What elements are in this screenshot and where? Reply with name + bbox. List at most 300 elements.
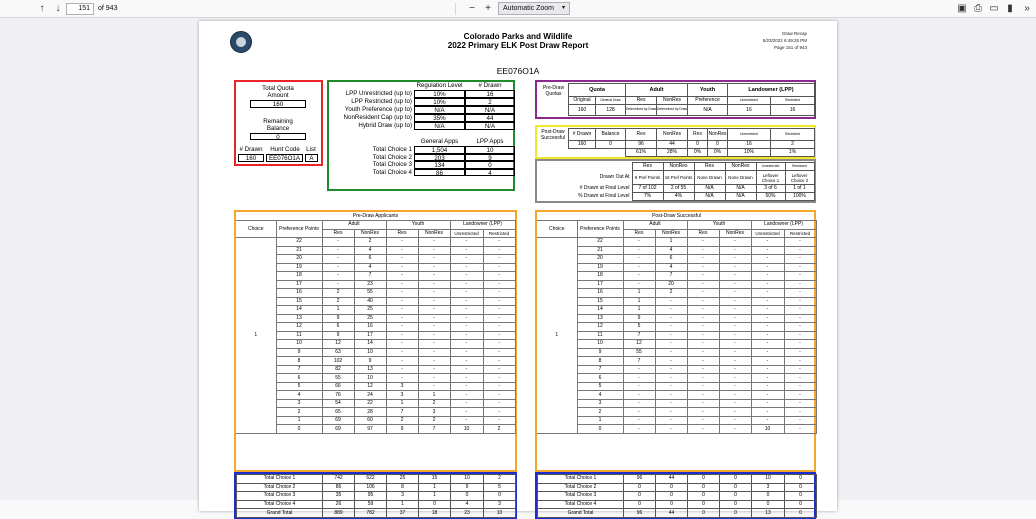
value-cell: -	[418, 323, 450, 332]
table-row	[537, 297, 816, 306]
totals-value: 0	[752, 492, 785, 501]
value-cell: -	[719, 365, 751, 374]
totals-label: Total Choice 1	[538, 475, 624, 484]
regulation-row-label: Hybrid Draw (up to)	[358, 122, 412, 129]
value-cell: -	[751, 391, 784, 400]
table-row	[236, 408, 515, 417]
pdf-toolbar	[0, 0, 1036, 18]
table-row	[537, 382, 816, 391]
totals-value: 742	[323, 475, 355, 484]
value-cell: -	[719, 399, 751, 408]
value-cell: -	[719, 340, 751, 349]
value-cell: 55	[623, 348, 655, 357]
youth-header: Youth	[386, 221, 450, 230]
value-cell: -	[655, 297, 687, 306]
value-cell: 4	[354, 246, 386, 255]
value-cell: -	[719, 408, 751, 417]
general-apps-header: General Apps	[420, 138, 459, 145]
value-cell: -	[483, 408, 515, 417]
value-cell: 1	[623, 297, 655, 306]
value-cell: -	[687, 323, 719, 332]
value-cell: -	[687, 374, 719, 383]
predraw-quota-value: Determined by Draw	[657, 105, 688, 116]
value-cell: 20	[655, 280, 687, 289]
totals-value: 5	[484, 483, 516, 492]
predraw-quota-subheader: Preference	[688, 97, 728, 105]
pre-totals-table	[236, 474, 516, 518]
value-cell: 2	[322, 289, 354, 298]
column-header: Unrestricted	[751, 229, 784, 238]
value-cell: -	[719, 331, 751, 340]
points-cell: 12	[577, 323, 623, 332]
value-cell: 12	[623, 340, 655, 349]
value-cell: -	[687, 425, 719, 434]
postdraw-percent: 61%	[626, 149, 657, 157]
value-cell: -	[655, 416, 687, 425]
value-cell: -	[418, 246, 450, 255]
value-cell: -	[418, 238, 450, 247]
post-totals-panel	[535, 472, 816, 519]
value-cell: 6	[354, 255, 386, 264]
pre-totals-panel	[234, 472, 517, 519]
column-header: NonRes	[418, 229, 450, 238]
postdraw-header: Res	[688, 129, 708, 141]
value-cell: -	[450, 374, 483, 383]
regulation-row-drawn: 2	[465, 98, 515, 106]
postdraw-header: Unrestricted	[728, 129, 771, 141]
postdraw-header: # Drawn	[569, 129, 596, 141]
landowner-header: Landowner (LPP)	[450, 221, 515, 230]
value-cell: -	[784, 314, 816, 323]
totals-value: 0	[720, 475, 752, 484]
choice-header: Choice	[236, 221, 276, 238]
value-cell: -	[483, 289, 515, 298]
value-cell: -	[483, 314, 515, 323]
table-row	[537, 289, 816, 298]
points-cell: 16	[276, 289, 322, 298]
value-cell: 9	[354, 357, 386, 366]
value-cell: -	[483, 416, 515, 425]
table-row	[236, 306, 515, 315]
value-cell: -	[450, 340, 483, 349]
drawn-out-value: Leftover Choice 2	[785, 171, 814, 185]
value-cell: -	[322, 280, 354, 289]
postdraw-percent: 0%	[688, 149, 708, 157]
value-cell: -	[687, 340, 719, 349]
value-cell: -	[687, 238, 719, 247]
value-cell: 25	[354, 306, 386, 315]
value-cell: -	[784, 238, 816, 247]
youth-header: Youth	[688, 84, 728, 97]
value-cell: -	[655, 348, 687, 357]
total-quota-label: Total Quota Amount	[262, 85, 294, 99]
totals-row	[237, 475, 516, 484]
column-header: NonRes	[655, 229, 687, 238]
value-cell: -	[751, 238, 784, 247]
value-cell: -	[483, 306, 515, 315]
points-header: Preference Points	[577, 221, 623, 238]
value-cell: -	[719, 314, 751, 323]
totals-label: Total Choice 2	[237, 483, 323, 492]
value-cell: -	[751, 340, 784, 349]
report-title: Colorado Parks and Wildlife	[463, 32, 573, 41]
points-cell: 3	[577, 399, 623, 408]
choice-row-label: Total Choice 1	[372, 146, 412, 153]
value-cell: -	[784, 391, 816, 400]
value-cell: 7	[354, 272, 386, 281]
predraw-quotas-box	[535, 80, 816, 119]
table-row	[236, 365, 515, 374]
value-cell: -	[784, 246, 816, 255]
column-header: Res	[322, 229, 354, 238]
value-cell: 55	[354, 289, 386, 298]
totals-value: 0	[688, 509, 720, 518]
postdraw-value: 0	[596, 141, 626, 149]
value-cell: 60	[354, 416, 386, 425]
list-label: List	[306, 146, 316, 153]
drawn-out-box	[535, 159, 816, 203]
choice-row-lpp: 4	[465, 169, 515, 177]
value-cell: -	[450, 382, 483, 391]
bookmark-icon[interactable]: ▮	[1007, 3, 1013, 14]
drawn-out-value: 4%	[663, 193, 694, 201]
table-row	[236, 246, 515, 255]
value-cell: 1	[386, 399, 418, 408]
empty-cell	[541, 163, 632, 171]
table-row	[537, 263, 816, 272]
value-cell: -	[751, 314, 784, 323]
postdraw-value: 0	[708, 141, 728, 149]
value-cell: 10	[450, 425, 483, 434]
value-cell: -	[655, 365, 687, 374]
value-cell: -	[751, 331, 784, 340]
points-cell: 8	[577, 357, 623, 366]
table-row	[236, 416, 515, 425]
minus-icon[interactable]: −	[469, 3, 475, 14]
totals-value: 622	[355, 475, 387, 484]
value-cell: -	[784, 280, 816, 289]
value-cell: -	[687, 391, 719, 400]
value-cell: 28	[354, 408, 386, 417]
drawn-out-value: Leftover Choice 1	[756, 171, 785, 185]
value-cell: -	[483, 399, 515, 408]
value-cell: -	[483, 348, 515, 357]
column-header: Res	[386, 229, 418, 238]
value-cell: 2	[483, 425, 515, 434]
points-cell: 7	[577, 365, 623, 374]
value-cell: 3	[418, 408, 450, 417]
more-tools-icon[interactable]: »	[1024, 3, 1030, 14]
points-cell: 22	[276, 238, 322, 247]
table-row	[236, 289, 515, 298]
postdraw-value: 2	[771, 141, 815, 149]
value-cell: -	[784, 365, 816, 374]
adult-header: Adult	[626, 84, 688, 97]
drawn-out-value: N/A	[694, 193, 725, 201]
print-icon[interactable]: ⎙	[974, 3, 982, 14]
table-row	[236, 391, 515, 400]
totals-row	[538, 500, 817, 509]
totals-value: 0	[785, 509, 817, 518]
value-cell: 1	[623, 306, 655, 315]
value-cell: -	[623, 408, 655, 417]
value-cell: 25	[354, 314, 386, 323]
postdraw-header: NonRes	[708, 129, 728, 141]
table-row	[537, 357, 816, 366]
value-cell: -	[386, 374, 418, 383]
open-folder-icon[interactable]: ▭	[989, 3, 999, 14]
value-cell: -	[623, 365, 655, 374]
present-icon[interactable]: ▣	[957, 3, 967, 14]
value-cell: -	[655, 374, 687, 383]
totals-row	[237, 500, 516, 509]
value-cell: 7	[386, 408, 418, 417]
totals-label: Total Choice 2	[538, 483, 624, 492]
totals-value: 59	[355, 500, 387, 509]
value-cell: -	[784, 306, 816, 315]
points-cell: 5	[577, 382, 623, 391]
drawn-label: # Drawn	[239, 146, 263, 153]
value-cell: -	[784, 255, 816, 264]
postdraw-value: 0	[688, 141, 708, 149]
table-row	[537, 314, 816, 323]
value-cell: -	[719, 263, 751, 272]
value-cell: -	[687, 306, 719, 315]
value-cell: 55	[322, 374, 354, 383]
landowner-header: Landowner (LPP)	[751, 221, 816, 230]
value-cell: -	[687, 263, 719, 272]
value-cell: 102	[322, 357, 354, 366]
zoom-select[interactable]	[498, 2, 570, 15]
table-row	[537, 238, 816, 247]
value-cell: 10	[354, 348, 386, 357]
value-cell: -	[623, 272, 655, 281]
table-row	[236, 255, 515, 264]
value-cell: -	[687, 289, 719, 298]
value-cell: -	[751, 255, 784, 264]
value-cell: -	[483, 357, 515, 366]
table-row	[537, 391, 816, 400]
points-cell: 18	[276, 272, 322, 281]
table-row	[537, 280, 816, 289]
value-cell: -	[623, 238, 655, 247]
postdraw-percent: 0%	[708, 149, 728, 157]
value-cell: -	[450, 323, 483, 332]
drawn-out-row-label: # Drawn at Final Level	[579, 185, 630, 191]
drawn-out-row-label: Drawn Out At	[599, 174, 630, 180]
value-cell: -	[623, 255, 655, 264]
value-cell: 82	[322, 365, 354, 374]
value-cell: -	[483, 365, 515, 374]
points-cell: 11	[577, 331, 623, 340]
table-row	[537, 408, 816, 417]
value-cell: -	[483, 297, 515, 306]
value-cell: 9	[322, 331, 354, 340]
value-cell: -	[418, 297, 450, 306]
totals-value: 15	[419, 475, 451, 484]
value-cell: -	[418, 348, 450, 357]
predraw-quota-value: 16	[728, 105, 771, 116]
totals-value: 96	[624, 475, 656, 484]
value-cell: -	[751, 374, 784, 383]
value-cell: -	[751, 272, 784, 281]
column-header: Restricted	[784, 229, 816, 238]
totals-value: 26	[323, 500, 355, 509]
drawn-out-value: 7 of 102	[632, 185, 663, 193]
totals-value: 2	[484, 475, 516, 484]
value-cell: -	[450, 263, 483, 272]
value-cell: -	[450, 246, 483, 255]
totals-value: 0	[688, 475, 720, 484]
predraw-quotas-label: Pre-Draw Quotas	[542, 85, 565, 97]
value-cell: -	[719, 382, 751, 391]
value-cell: -	[784, 399, 816, 408]
value-cell: 4	[655, 263, 687, 272]
totals-value: 10	[451, 475, 484, 484]
value-cell: 3	[386, 391, 418, 400]
value-cell: -	[623, 416, 655, 425]
postdraw-header: NonRes	[657, 129, 688, 141]
value-cell: 54	[322, 399, 354, 408]
points-cell: 19	[276, 263, 322, 272]
value-cell: -	[751, 263, 784, 272]
totals-value: 0	[419, 500, 451, 509]
value-cell: -	[623, 425, 655, 434]
value-cell: -	[687, 416, 719, 425]
points-cell: 13	[577, 314, 623, 323]
postdraw-header: Res	[626, 129, 657, 141]
value-cell: -	[655, 391, 687, 400]
value-cell: -	[751, 280, 784, 289]
value-cell: -	[483, 331, 515, 340]
value-cell: -	[751, 408, 784, 417]
value-cell: 10	[354, 374, 386, 383]
column-header: Res	[687, 229, 719, 238]
predraw-quotas-table	[568, 83, 815, 116]
value-cell: -	[418, 357, 450, 366]
table-row	[236, 425, 515, 434]
value-cell: -	[418, 314, 450, 323]
value-cell: -	[322, 255, 354, 264]
value-cell: -	[719, 289, 751, 298]
totals-label: Total Choice 3	[237, 492, 323, 501]
value-cell: -	[784, 297, 816, 306]
column-header: NonRes	[354, 229, 386, 238]
totals-value: 37	[387, 509, 419, 518]
value-cell: -	[751, 246, 784, 255]
postdraw-successful-table	[568, 128, 815, 157]
value-cell: -	[719, 357, 751, 366]
value-cell: -	[784, 382, 816, 391]
points-cell: 3	[276, 399, 322, 408]
regulation-row-level: 35%	[414, 114, 465, 122]
points-cell: 1	[577, 416, 623, 425]
totals-value: 0	[720, 509, 752, 518]
value-cell: -	[655, 357, 687, 366]
points-header: Preference Points	[276, 221, 322, 238]
value-cell: -	[418, 280, 450, 289]
totals-value: 86	[323, 483, 355, 492]
value-cell: -	[483, 323, 515, 332]
totals-value: 10	[752, 475, 785, 484]
empty-cell	[596, 149, 626, 157]
points-cell: 20	[577, 255, 623, 264]
value-cell: -	[450, 365, 483, 374]
value-cell: -	[483, 272, 515, 281]
value-cell: -	[322, 238, 354, 247]
points-cell: 2	[577, 408, 623, 417]
value-cell: -	[450, 416, 483, 425]
value-cell: -	[623, 399, 655, 408]
value-cell: -	[623, 246, 655, 255]
value-cell: -	[751, 416, 784, 425]
value-cell: -	[450, 280, 483, 289]
totals-value: 0	[656, 500, 688, 509]
totals-value: 0	[451, 492, 484, 501]
points-cell: 1	[276, 416, 322, 425]
value-cell: -	[386, 340, 418, 349]
value-cell: -	[751, 297, 784, 306]
value-cell: -	[386, 365, 418, 374]
value-cell: -	[450, 289, 483, 298]
page-number-input[interactable]: 151	[66, 3, 94, 15]
predraw-quota-value: Determined by Draw	[626, 105, 657, 116]
totals-value: 35	[323, 492, 355, 501]
totals-value: 13	[752, 509, 785, 518]
value-cell: 13	[354, 365, 386, 374]
value-cell: -	[655, 399, 687, 408]
totals-label: Total Choice 4	[237, 500, 323, 509]
table-row	[236, 238, 515, 247]
value-cell: 40	[354, 297, 386, 306]
value-cell: -	[450, 272, 483, 281]
totals-row	[237, 483, 516, 492]
lpp-apps-header: LPP Apps	[476, 138, 504, 145]
predraw-quota-subheader: General Draw	[596, 97, 626, 105]
value-cell: 24	[354, 391, 386, 400]
value-cell: -	[719, 246, 751, 255]
value-cell: -	[751, 306, 784, 315]
value-cell: -	[450, 348, 483, 357]
table-row	[236, 348, 515, 357]
youth-header: Youth	[687, 221, 751, 230]
value-cell: -	[655, 306, 687, 315]
totals-value: 96	[624, 509, 656, 518]
points-cell: 10	[276, 340, 322, 349]
value-cell: -	[418, 255, 450, 264]
value-cell: 69	[322, 416, 354, 425]
arrow-down-icon[interactable]: ↓	[55, 3, 61, 14]
value-cell: -	[784, 357, 816, 366]
value-cell: -	[483, 280, 515, 289]
value-cell: -	[719, 297, 751, 306]
value-cell: 2	[322, 297, 354, 306]
drawn-out-header: Restricted	[785, 163, 814, 171]
quota-box	[234, 80, 323, 166]
totals-value: 3	[387, 492, 419, 501]
panel-title: Post-Draw Successful	[537, 212, 816, 221]
predraw-quota-value: 128	[596, 105, 626, 116]
totals-value: 0	[624, 483, 656, 492]
plus-icon[interactable]: +	[485, 3, 491, 14]
value-cell: -	[483, 263, 515, 272]
points-cell: 4	[577, 391, 623, 400]
value-cell: -	[450, 331, 483, 340]
table-row	[236, 374, 515, 383]
arrow-up-icon[interactable]: ↑	[39, 3, 45, 14]
pdf-viewer[interactable]	[0, 18, 1036, 516]
landowner-header: Landowner (LPP)	[728, 84, 815, 97]
